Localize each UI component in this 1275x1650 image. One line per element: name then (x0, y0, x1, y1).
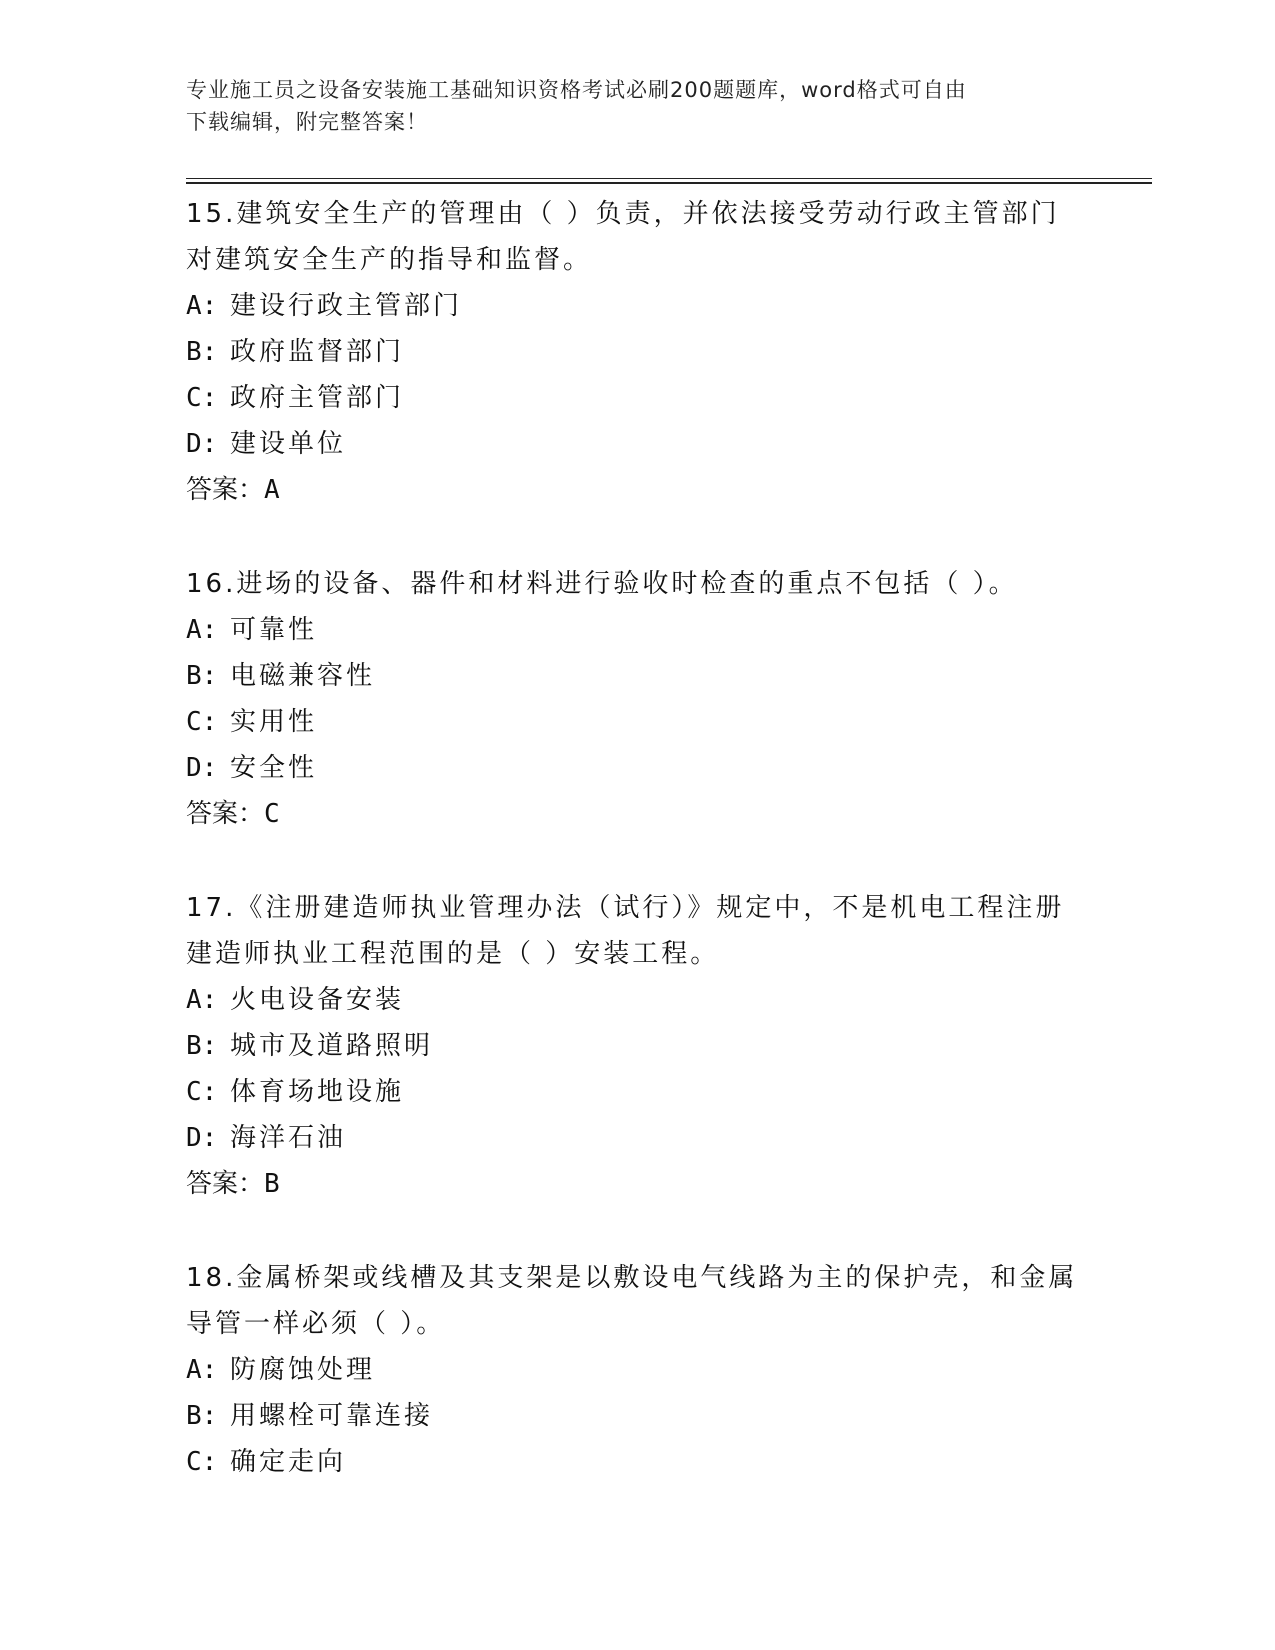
option-key: A: (186, 615, 218, 645)
option-text: 政府主管部门 (230, 383, 405, 413)
question-stem-line: 15.建筑安全生产的管理由（ ）负责，并依法接受劳动行政主管部门 (186, 199, 1060, 229)
option-c (186, 1439, 1086, 1485)
header-line-2: 下载编辑，附完整答案！ (186, 110, 428, 134)
option-b (186, 653, 1086, 699)
option-key: A: (186, 1355, 218, 1385)
question-stem-line: 建造师执业工程范围的是（ ）安装工程。 (186, 939, 720, 969)
answer-label: 答案： (186, 799, 265, 829)
question-stem-line: 16.进场的设备、器件和材料进行验收时检查的重点不包括（ ）。 (186, 569, 1018, 599)
option-text: 火电设备安装 (230, 985, 405, 1015)
answer-line (186, 467, 1086, 513)
option-key: B: (186, 661, 218, 691)
option-text: 建设行政主管部门 (230, 291, 463, 321)
question-stem-line: 对建筑安全生产的指导和监督。 (186, 245, 593, 275)
option-key: A: (186, 985, 218, 1015)
question-stem-line: 17.《注册建造师执业管理办法（试行）》规定中，不是机电工程注册 (186, 893, 1065, 923)
question-17 (186, 885, 1086, 1207)
option-key: C: (186, 1077, 218, 1107)
header-line-1: 专业施工员之设备安装施工基础知识资格考试必刷200题题库，word格式可自由 (186, 78, 967, 102)
question-list (186, 191, 1086, 1533)
option-key: A: (186, 291, 218, 321)
question-stem-line: 导管一样必须（ ）。 (186, 1309, 446, 1339)
question-15 (186, 191, 1086, 513)
option-d (186, 1115, 1086, 1161)
option-d (186, 421, 1086, 467)
option-text: 城市及道路照明 (230, 1031, 434, 1061)
answer-value: C (264, 799, 280, 829)
option-key: C: (186, 383, 218, 413)
option-c (186, 699, 1086, 745)
option-b (186, 329, 1086, 375)
option-key: D: (186, 429, 218, 459)
option-b (186, 1023, 1086, 1069)
answer-label: 答案： (186, 1169, 265, 1199)
option-text: 防腐蚀处理 (230, 1355, 376, 1385)
question-16 (186, 561, 1086, 837)
option-b (186, 1393, 1086, 1439)
option-c (186, 375, 1086, 421)
option-key: C: (186, 1447, 218, 1477)
option-a (186, 1347, 1086, 1393)
option-text: 海洋石油 (230, 1123, 347, 1153)
option-key: B: (186, 1031, 218, 1061)
option-a (186, 283, 1086, 329)
answer-line (186, 1161, 1086, 1207)
option-key: C: (186, 707, 218, 737)
answer-value: A (264, 475, 280, 505)
option-text: 政府监督部门 (230, 337, 405, 367)
option-text: 用螺栓可靠连接 (230, 1401, 434, 1431)
option-text: 安全性 (230, 753, 318, 783)
option-a (186, 607, 1086, 653)
option-text: 可靠性 (230, 615, 318, 645)
option-key: D: (186, 753, 218, 783)
option-text: 确定走向 (230, 1447, 347, 1477)
header-divider-thick (186, 182, 1152, 184)
option-text: 实用性 (230, 707, 318, 737)
question-stem-line: 18.金属桥架或线槽及其支架是以敷设电气线路为主的保护壳，和金属 (186, 1263, 1078, 1293)
header-divider-thin (186, 178, 1152, 179)
option-key: D: (186, 1123, 218, 1153)
option-d (186, 745, 1086, 791)
option-key: B: (186, 1401, 218, 1431)
question-18 (186, 1255, 1086, 1485)
answer-line (186, 791, 1086, 837)
document-header (186, 74, 1086, 138)
option-text: 体育场地设施 (230, 1077, 405, 1107)
answer-label: 答案： (186, 475, 265, 505)
option-text: 建设单位 (230, 429, 347, 459)
option-key: B: (186, 337, 218, 367)
option-a (186, 977, 1086, 1023)
option-text: 电磁兼容性 (230, 661, 376, 691)
answer-value: B (264, 1169, 280, 1199)
option-c (186, 1069, 1086, 1115)
